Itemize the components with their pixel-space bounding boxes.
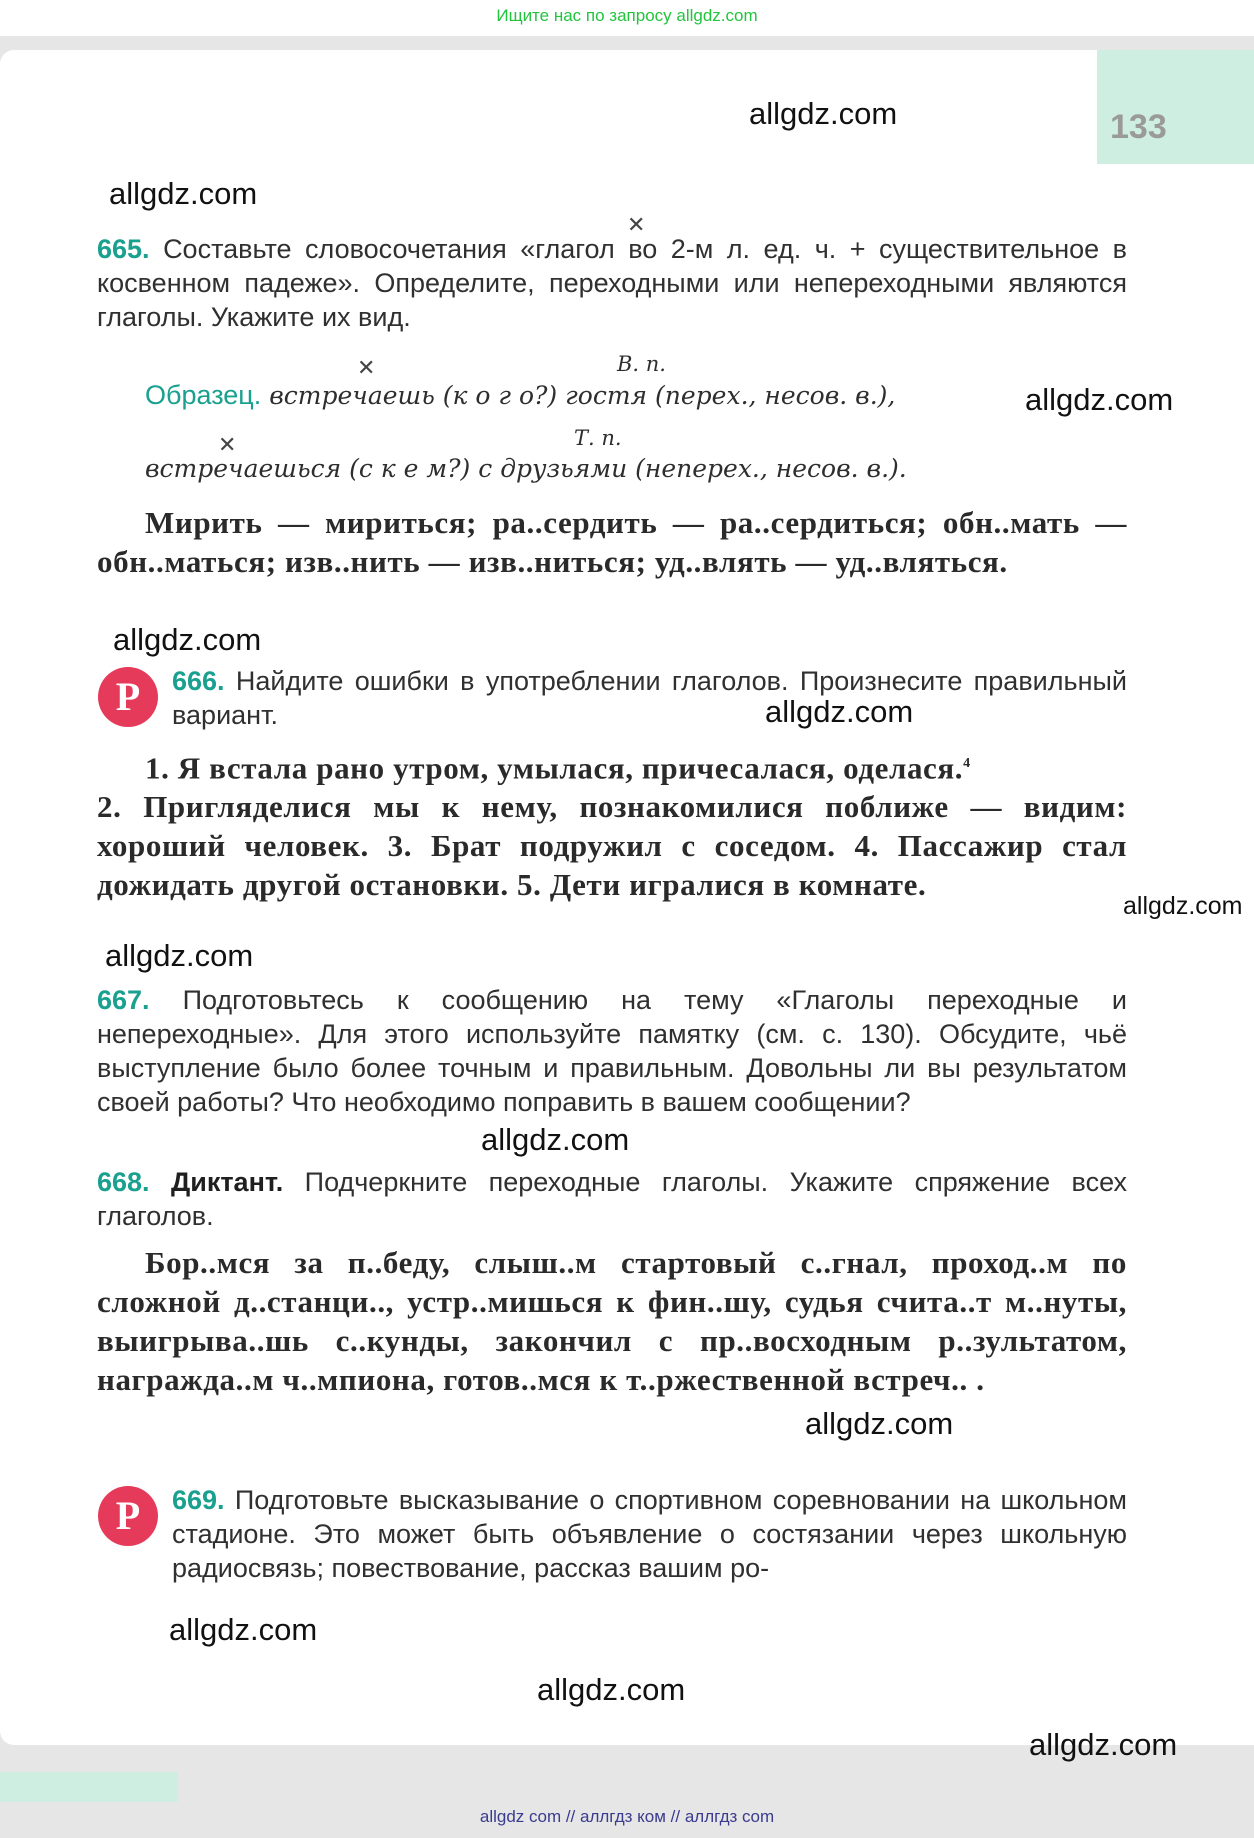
exercise-666-sentences-cont: 2. Пригляделися мы к нему, познакомилися поближе — видим: хороший человек. 3. Брат подружил с соседом. 4. Пассажир стал дожидать другой остановки. 5. Дети игралися в комнате. (97, 789, 1127, 903)
exercise-666-task (172, 664, 1127, 732)
watermark: allgdz.com (1123, 892, 1243, 920)
exercise-666-text: Найдите ошибки в употреблении глаголов. Произнесите правильный вариант. (172, 666, 1127, 730)
watermark: allgdz.com (537, 1672, 686, 1707)
speech-badge-icon: Р (98, 667, 158, 727)
exercise-667-text: Подготовьтесь к сообщению на тему «Глаголы переходные и непереходные». Для этого используйте памятку (см. с. 130). Обсудите, чьё выступление было более точным и правильным. Довольны ли вы результатом своей работы? Что необходимо поправить в вашем сообщении? (97, 985, 1127, 1117)
exercise-668-task (97, 1165, 1127, 1233)
exercise-669-number: 669. (172, 1485, 225, 1515)
exercise-668-number: 668. (97, 1167, 150, 1197)
watermark: allgdz.com (113, 622, 262, 657)
watermark: allgdz.com (1025, 382, 1174, 417)
watermark: allgdz.com (109, 176, 258, 211)
exercise-667-task (97, 983, 1127, 1119)
watermark: allgdz.com (749, 96, 898, 131)
exercise-665-number: 665. (97, 234, 150, 264)
watermark: allgdz.com (481, 1122, 630, 1157)
case-label-accusative: В. п. (617, 352, 666, 376)
exercise-668-dictation (97, 1243, 1127, 1399)
exercise-668-dictation-text: Бор..мся за п..беду, слыш..м стартовый с..гнал, проход..м по сложной д..станци.., устр..мишься к фин..шу, судья счита..т м..нуты, выигрыва..шь с..кунды, закончил с пр..восходным р..зультатом, награжда..м ч..мпиона, готов..мся к т..ржественной встреч.. . (97, 1245, 1127, 1397)
cross-mark-icon: ✕ (627, 212, 646, 237)
cross-mark-icon: ✕ (357, 355, 376, 380)
watermark: allgdz.com (805, 1406, 954, 1441)
exercise-668-text: Подчеркните переходные глаголы. Укажите спряжение всех глаголов. (97, 1167, 1127, 1231)
watermark: allgdz.com (765, 694, 914, 729)
exercise-667-number: 667. (97, 985, 150, 1015)
exercise-665-words-text: Мирить — мириться; ра..сердить — ра..сердиться; обн..мать — обн..маться; изв..нить — изв..ниться; уд..влять — уд..вляться. (97, 505, 1127, 579)
exercise-669-task (172, 1483, 1127, 1585)
exercise-666-sentence-1 (97, 744, 1127, 787)
footnote-marker: 4 (963, 756, 971, 771)
page-number: 133 (1110, 108, 1167, 146)
exercise-665-task (97, 232, 1127, 334)
top-banner (0, 0, 1254, 36)
case-label-instrumental: Т. п. (574, 426, 622, 450)
speech-badge-icon: Р (98, 1486, 158, 1546)
exercise-666-sentences (97, 744, 1127, 904)
exercise-666-number: 666. (172, 666, 225, 696)
exercise-665-words (97, 503, 1127, 581)
exercise-666-sentence-1-text: 1. Я встала рано утром, умылася, причесалася, оделася. (145, 750, 964, 786)
bottom-tab-decoration (0, 1772, 178, 1802)
watermark: allgdz.com (1029, 1727, 1178, 1762)
sample-line-1-text: встречаешь (к о г о?) гостя (перех., несов. в.), (269, 381, 896, 410)
watermark: allgdz.com (105, 938, 254, 973)
watermark: allgdz.com (169, 1612, 318, 1647)
exercise-669-text: Подготовьте высказывание о спортивном соревновании на школьном стадионе. Это может быть объявление о состязании через школьную радиосвязь; повествование, рассказ вашим ро- (172, 1485, 1127, 1583)
footer-text: allgdz com // аллгдз ком // аллгдз com (479, 1807, 775, 1826)
exercise-668-label: Диктант. (170, 1167, 284, 1197)
banner-text: Ищите нас по запросу allgdz.com (496, 6, 758, 25)
sample-line-2: встречаешься (с к е м?) с друзьями (неперех., несов. в.). (145, 454, 907, 483)
cross-mark-icon: ✕ (218, 432, 237, 457)
sample-label: Образец. (145, 380, 262, 410)
sample-line-1 (145, 380, 1135, 411)
exercise-665-text: Составьте словосочетания «глагол во 2-м л. ед. ч. + существительное в косвенном падеже». Определите, переходными или непереходными являются глаголы. Укажите их вид. (97, 234, 1127, 332)
